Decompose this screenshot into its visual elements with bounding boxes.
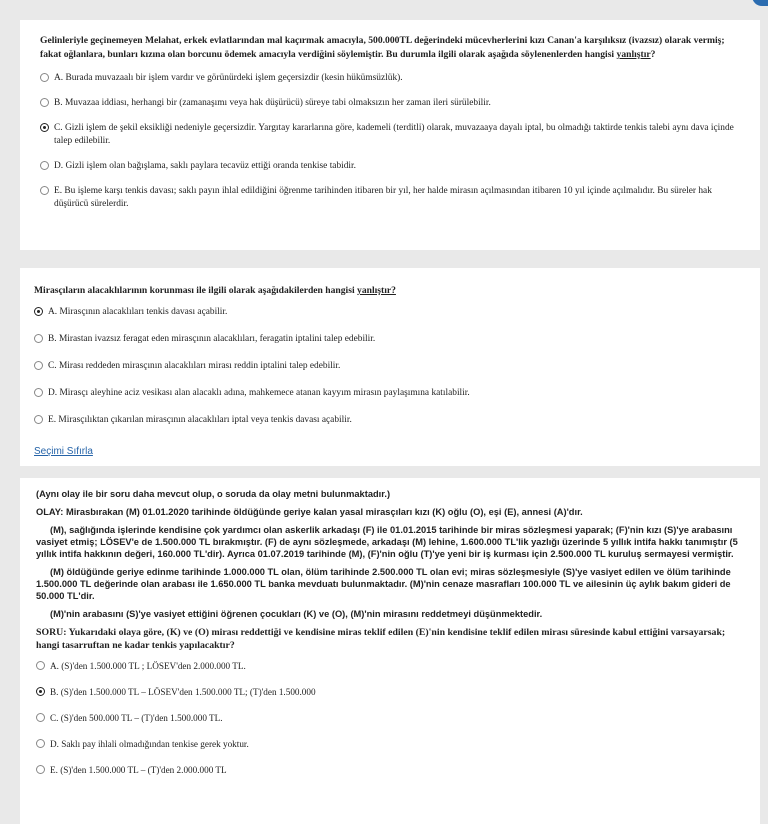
radio-button[interactable] xyxy=(34,361,43,370)
option-label: B. Mirastan ivazsız feragat eden mirasçının alacaklıları, feragatin iptalini talep edebilir. xyxy=(48,334,376,344)
option-label: A. Mirasçının alacaklıları tenkis davası açabilir. xyxy=(48,307,228,317)
case-paragraph-2: (M) öldüğünde geriye edinme tarihinde 1.000.000 TL olan, ölüm tarihinde 2.500.000 TL olan evi; miras sözleşmesiyle (S)'ye vasiyet edilen ve ölüm tarihinde 1.500.000 TL değerinde olan arabası ile 1.650.000 TL banka mevduatı bulunmaktadır. (M)'nin cenaze masrafları 100.000 TL ve ailesinin üç aylık bakım gideri de 50.000 TL'dir. xyxy=(36,567,731,601)
option-d[interactable] xyxy=(34,387,746,400)
case-paragraph-1: (M), sağlığında işlerinde kendisine çok yardımcı olan askerlik arkadaşı (F) ile 01.01.2015 tarihinde bir miras sözleşmesi yaparak; (F)'nin kızı (S)'ye arabasını vasiyet etmiş; LÖSEV'e de 1.500.000 TL bırakmıştır. (F) de aynı sözleşmede, arkadaşı (M) lehine, 1.600.000 TL'lik yazlığı üzerinde 5 yıllık intifa hakkı tanımıştır (5 yıllık intifa hakkının değeri, 160.000 TL'dir). Ayrıca 01.07.2019 tarihinde (M), (F)'nin oğlu (T)'ye yeni bir iş kurması için 2.500.000 TL kuruluş sermayesi vermiştir. xyxy=(36,525,738,559)
option-label: C. Mirası reddeden mirasçının alacaklıları mirası reddin iptalini talep edebilir. xyxy=(48,361,341,371)
radio-button-selected[interactable] xyxy=(34,307,43,316)
option-label: B. Muvazaa iddiası, herhangi bir (zamanaşımı veya hak düşürücü) süreye tabi olmaksızın her zaman ileri sürülebilir. xyxy=(54,98,491,108)
corner-accent xyxy=(752,0,768,6)
radio-button[interactable] xyxy=(40,98,49,107)
option-label: B. (S)'den 1.500.000 TL – LÖSEV'den 1.500.000 TL; (T)'den 1.500.000 xyxy=(50,687,316,697)
option-label: C. Gizli işlem de şekil eksikliği nedeniyle geçersizdir. Yargıtay kararlarına göre, kademeli (terditli) olarak, muvazaaya dayalı iptal, bu olmadığı taktirde tenkis talebi aynı dava içinde talep edilebilir. xyxy=(54,123,734,146)
reset-selection-link[interactable]: Seçimi Sıfırla xyxy=(34,446,93,457)
option-label: E. Mirasçılıktan çıkarılan mirasçının alacaklıları iptal veya tenkis davası açabilir. xyxy=(48,415,352,425)
radio-button[interactable] xyxy=(40,186,49,195)
option-label: C. (S)'den 500.000 TL – (T)'den 1.500.000 TL. xyxy=(50,713,223,723)
radio-button[interactable] xyxy=(34,415,43,424)
question-keyword: yanlıştır? xyxy=(357,285,396,296)
option-d[interactable] xyxy=(36,738,746,751)
option-label: E. (S)'den 1.500.000 TL – (T)'den 2.000.000 TL xyxy=(50,765,227,775)
radio-button[interactable] xyxy=(34,388,43,397)
question-end: ? xyxy=(650,49,656,60)
option-b[interactable] xyxy=(36,686,746,699)
radio-button[interactable] xyxy=(36,661,45,670)
option-label: A. Burada muvazaalı bir işlem vardır ve görünürdeki işlem geçersizdir (kesin hükümsüzlük). xyxy=(54,73,403,83)
option-label: D. Saklı pay ihlali olmadığından tenkise gerek yoktur. xyxy=(50,739,249,749)
option-a[interactable] xyxy=(36,660,746,673)
option-e[interactable] xyxy=(36,764,746,777)
radio-button[interactable] xyxy=(36,713,45,722)
radio-button[interactable] xyxy=(36,765,45,774)
question-text: Mirasçıların alacaklılarının korunması ile ilgili olarak aşağıdakilerden hangisi xyxy=(34,285,355,296)
radio-button[interactable] xyxy=(34,334,43,343)
radio-button-selected[interactable] xyxy=(40,123,49,132)
question-stem: SORU: Yukarıdaki olaya göre, (K) ve (O) mirası reddettiği ve kendisine miras teklif edilen (E)'nin kendisine teklif edilen mirası süresinde kabul ettiğini varsayarsak; hangi tasarruftan ne kadar tenkis yapılacaktır? xyxy=(36,627,726,651)
question-card-1 xyxy=(20,20,760,250)
radio-button-selected[interactable] xyxy=(36,687,45,696)
option-d[interactable] xyxy=(40,160,740,173)
case-summary: OLAY: Mirasbırakan (M) 01.01.2020 tarihinde öldüğünde geriye kalan yasal mirasçıları kızı (K) oğlu (O), eşi (E), annesi (A)'dır. xyxy=(36,507,583,517)
option-c[interactable] xyxy=(34,360,746,373)
option-label: D. Gizli işlem olan bağışlama, saklı paylara tecavüz ettiği oranda tenkise tabidir. xyxy=(54,161,356,171)
question-card-3 xyxy=(20,478,760,824)
question-keyword: yanlıştır xyxy=(616,49,651,60)
option-label: D. Mirasçı aleyhine aciz vesikası alan alacaklı adına, mahkemece atanan kayyım mirasın paylaşımına katılabilir. xyxy=(48,388,470,398)
option-a[interactable] xyxy=(40,72,740,85)
case-note: (Aynı olay ile bir soru daha mevcut olup, o soruda da olay metni bulunmaktadır.) xyxy=(36,489,391,499)
option-c[interactable] xyxy=(40,122,740,148)
option-e[interactable] xyxy=(40,185,740,211)
question-text: Gelinleriyle geçinemeyen Melahat, erkek evlatlarından mal kaçırmak amacıyla, 500.000TL değerindeki mücevherlerini kızı Canan'a karşılıksız (ivazsız) olarak vermiş; fakat oğlanlara, bunları kızına olan borcunu ödemek amacıyla verdiğini söylemiştir. Bu durumla ilgili olarak aşağıda söylenenlerden hangisi xyxy=(40,35,725,60)
case-paragraph-3: (M)'nin arabasını (S)'ye vasiyet ettiğini öğrenen çocukları (K) ve (O), (M)'nin mirasını reddetmeyi düşünmektedir. xyxy=(50,609,543,619)
radio-button[interactable] xyxy=(40,73,49,82)
question-stem xyxy=(40,34,740,62)
option-e[interactable] xyxy=(34,414,746,427)
question-stem xyxy=(34,284,746,298)
option-b[interactable] xyxy=(40,97,740,110)
option-b[interactable] xyxy=(34,333,746,346)
option-label: E. Bu işleme karşı tenkis davası; saklı payın ihlal edildiğini öğrenme tarihinden itibaren bir yıl, her halde mirasın açılmasından itibaren 10 yıl içinde açılmalıdır. Bu süreler hak düşürücü sürelerdir. xyxy=(54,186,712,209)
option-c[interactable] xyxy=(36,712,746,725)
radio-button[interactable] xyxy=(40,161,49,170)
option-a[interactable] xyxy=(34,306,746,319)
option-label: A. (S)'den 1.500.000 TL ; LÖSEV'den 2.000.000 TL. xyxy=(50,661,246,671)
radio-button[interactable] xyxy=(36,739,45,748)
question-card-2 xyxy=(20,268,760,466)
